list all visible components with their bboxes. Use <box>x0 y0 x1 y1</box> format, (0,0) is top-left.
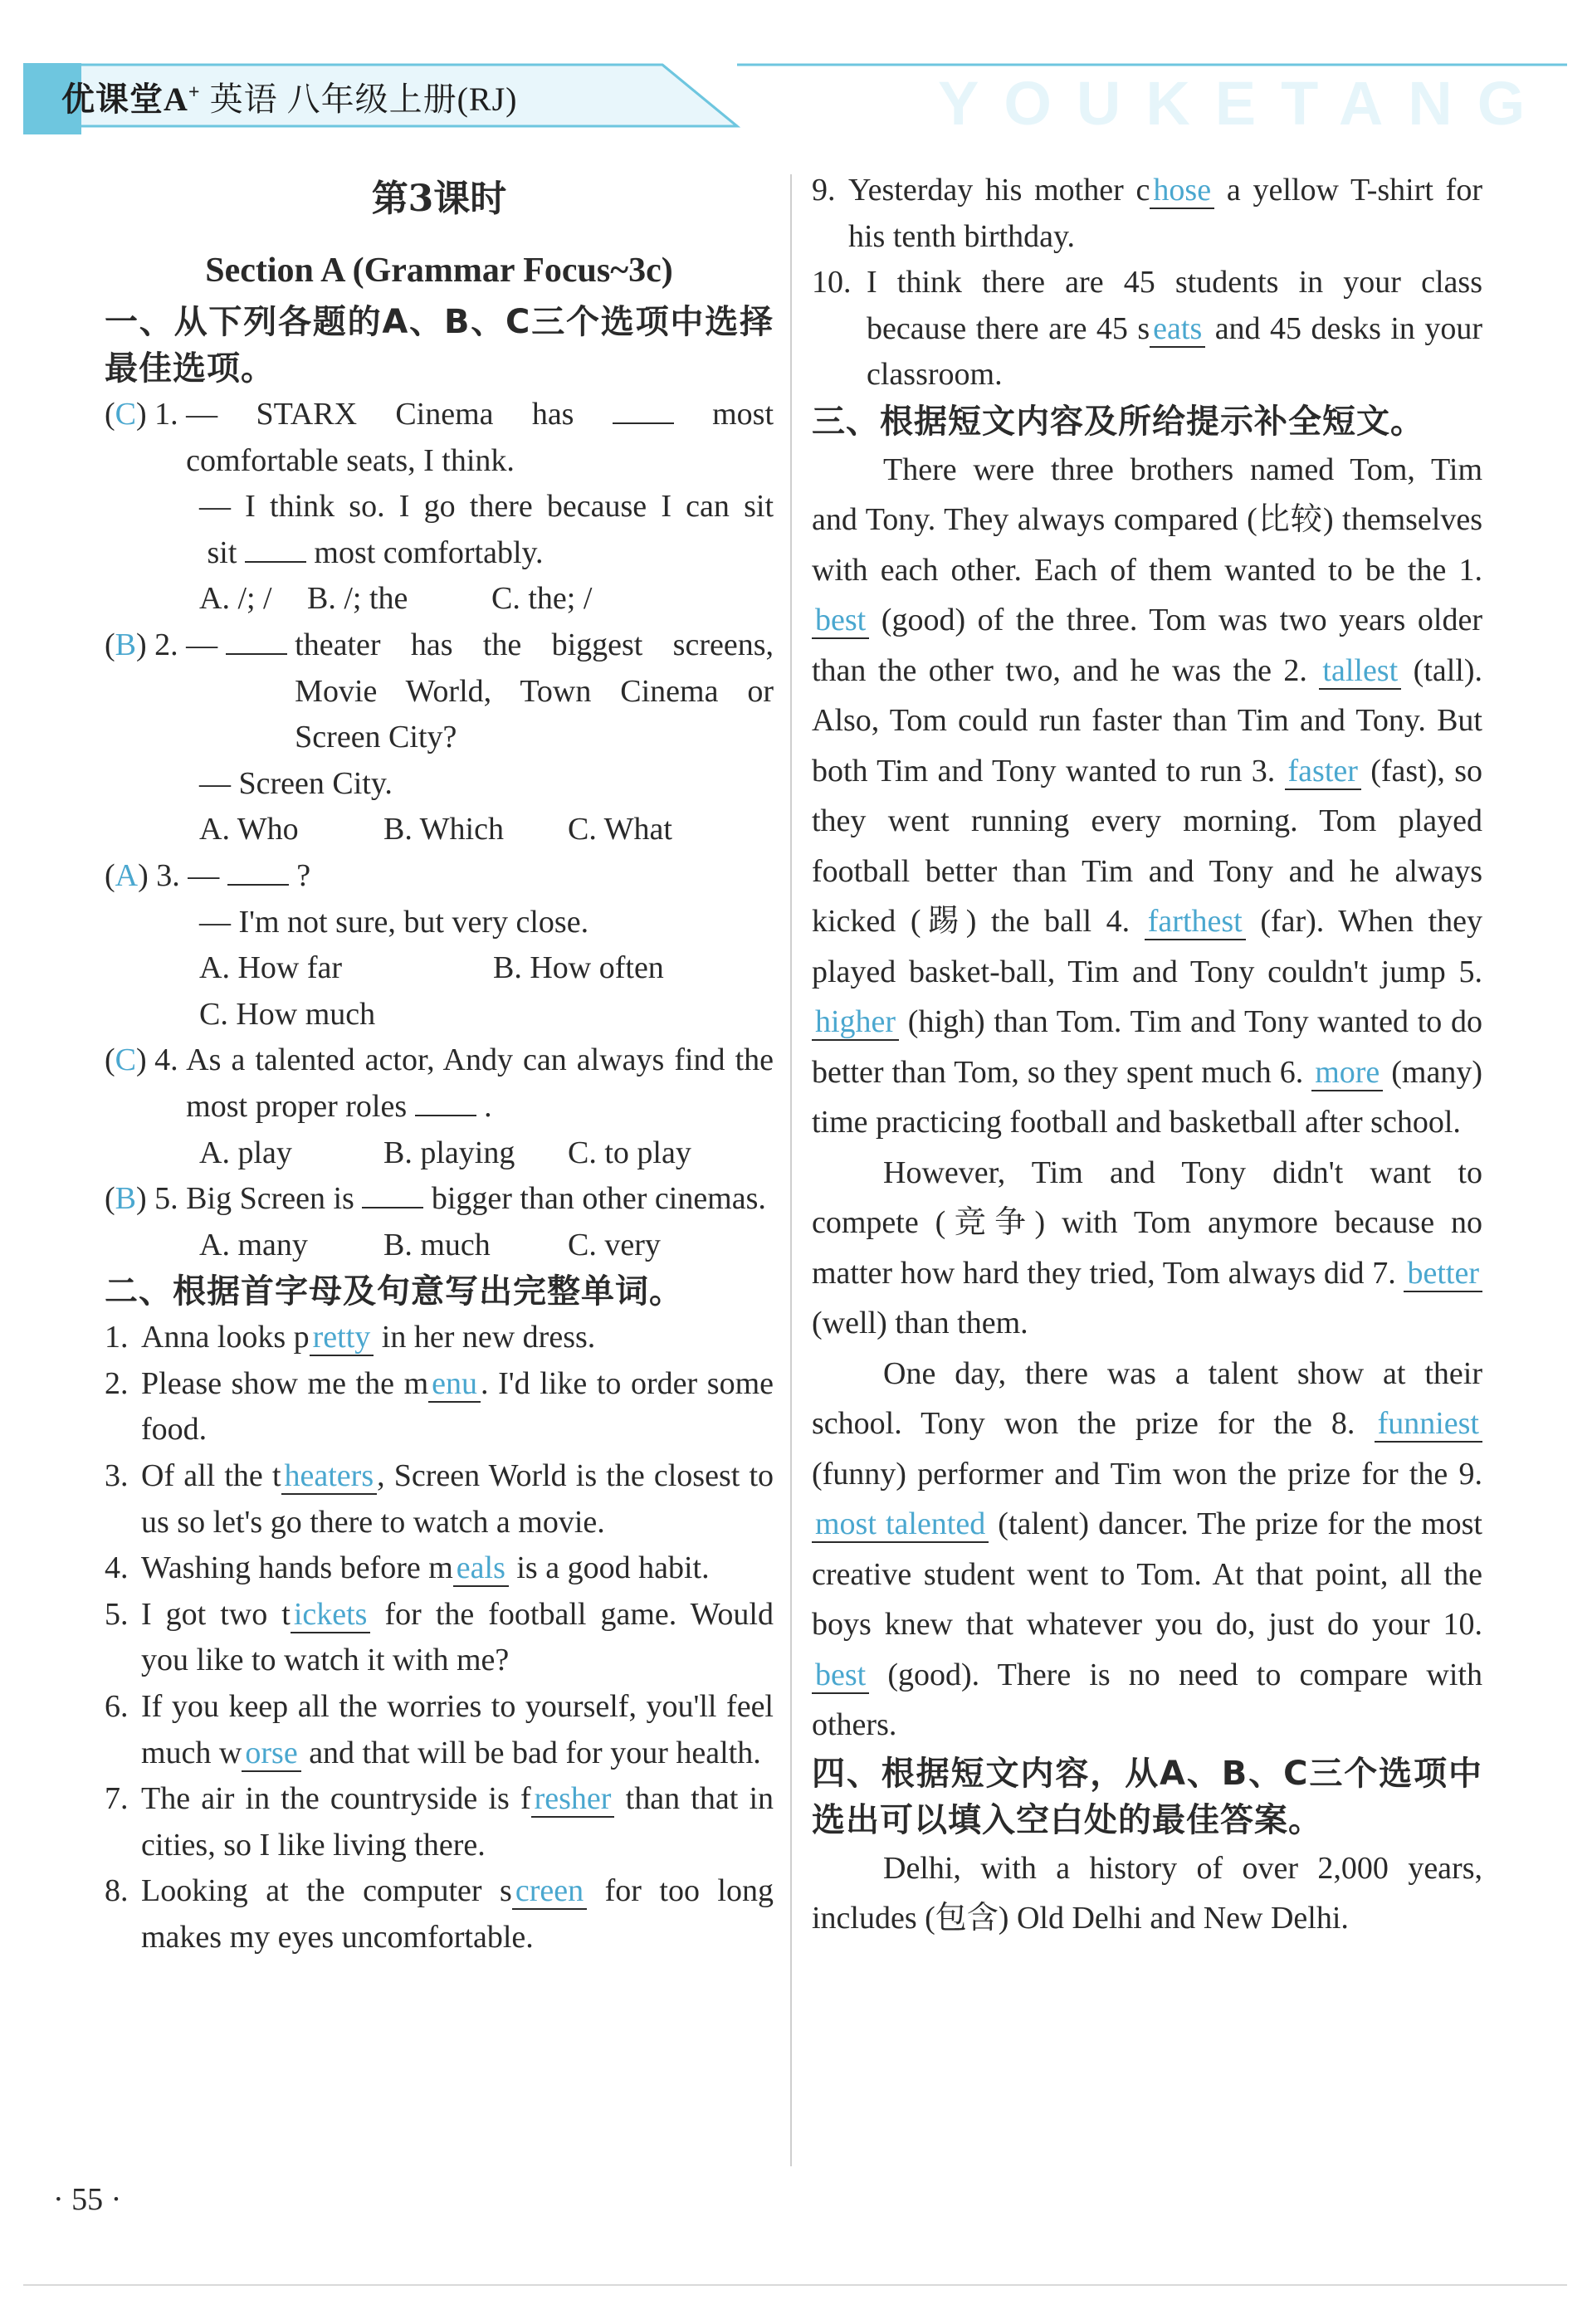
word-answer[interactable]: eats <box>1150 311 1205 348</box>
left-column: 第3课时 Section A (Grammar Focus~3c) 一、从下列各题的A、B、C三个选项中选择最佳选项。 (C) 1. — STARX Cinema has most comfortable seats, I think. — I think so. I go there because I can sit sit most comfortably. A. /; / B. /; the C. the; / (B) 2. — theater has the biggest screens, Movie World, Town Cinema or Screen City? — Screen City. A. Who B. Which C. What (A) 3. — ? — I'm not sure, but very close. A. How far B. How often C. How much (C) 4. As a talented actor, Andy can always find the most proper roles . A. play B. playing C. to play (B) 5. Big Screen is bigger than other cinemas. A. many B. much C. very 二、根据首字母及句意写出完整单词。 1. Anna looks p retty in her new dress. 2. Please show me the m enu . I'd like to order some food. 3. Of all the t heaters , Screen World is the closest to us so let's go there to watch a movie. 4. Washing hands before m eals is a good habit. 5. I got two t ickets for the football game. Would you like to watch it with me? 6. If you keep all the worries to yourself, you'll feel much w orse and that will be bad for your health. 7. The air in the countryside is f resher than that in cities, so I like living there. 8. Looking at the computer s creen for too long makes my eyes uncomfortable. <box>105 174 774 1961</box>
answer-blank[interactable] <box>226 625 287 655</box>
answer-3: A <box>115 857 139 893</box>
word-answer[interactable]: resher <box>531 1781 615 1818</box>
passage-answer-5[interactable]: higher <box>812 1004 899 1041</box>
passage-answer-10[interactable]: best <box>812 1658 869 1694</box>
passage-answer-1[interactable]: best <box>812 603 869 639</box>
word-answer[interactable]: hose <box>1150 173 1214 209</box>
answer-2: B <box>115 627 137 662</box>
answer-blank[interactable] <box>245 533 306 563</box>
brand-sup: + <box>188 81 201 104</box>
word-fill-item: 5. I got two t ickets for the football game. Would you like to watch it with me? <box>105 1596 774 1678</box>
part4-heading: 四、根据短文内容，从A、B、C三个选项中选出可以填入空白处的最佳答案。 <box>812 1754 1482 1839</box>
passage-answer-3[interactable]: faster <box>1285 754 1361 790</box>
word-answer[interactable]: enu <box>428 1366 481 1403</box>
word-answer[interactable]: heaters <box>281 1458 378 1495</box>
word-fill-item: 7. The air in the countryside is f resher than that in cities, so I like living there. <box>105 1781 774 1863</box>
answer-blank[interactable] <box>362 1179 423 1208</box>
options-1: A. /; / B. /; the C. the; / <box>199 581 593 617</box>
options-4: A. play B. playing C. to play <box>199 1135 691 1170</box>
passage-paragraph-3: One day, there was a talent show at their school. Tony won the prize for the 8. funniest (funny) performer and Tim won the prize for the 9. most talented (talent) dancer. The prize for the most creative student went to Tom. At that point, all the boys knew that whatever you do, just do your 10. best (good). There is no need to compare with others. <box>812 1355 1482 1743</box>
passage-answer-4[interactable]: farthest <box>1145 904 1246 940</box>
word-fill-item: 9. Yesterday his mother c hose a yellow T-shirt for his tenth birthday. <box>812 173 1482 254</box>
answer-4: C <box>115 1042 137 1078</box>
word-fill-item: 4. Washing hands before m eals is a good habit. <box>105 1550 710 1586</box>
options-3: A. How far B. How often <box>199 950 664 986</box>
passage-answer-9[interactable]: most talented <box>812 1506 989 1543</box>
word-fill-list-continued <box>812 168 1482 398</box>
column-divider <box>790 174 792 2166</box>
page-bottom-border <box>23 2284 1567 2286</box>
mc-question-4: (C) 4. As a talented actor, Andy can always find the most proper roles . <box>105 1042 774 1124</box>
brand-name: 优课堂 <box>61 81 164 118</box>
word-answer[interactable]: retty <box>310 1320 374 1356</box>
word-fill-item: 3. Of all the t heaters , Screen World is the closest to us so let's go there to watch a movie. <box>105 1458 774 1540</box>
passage-answer-7[interactable]: better <box>1404 1256 1482 1292</box>
word-answer[interactable]: ickets <box>291 1597 371 1633</box>
section-title: Section A (Grammar Focus~3c) <box>205 251 673 290</box>
header-title <box>61 73 517 120</box>
passage-answer-8[interactable]: funniest <box>1375 1406 1482 1443</box>
passage-paragraph-2: However, Tim and Tony didn't want to compete (竞争) with Tom anymore because no matter how hard they tried, Tom always did 7. better (well) than them. <box>812 1155 1482 1341</box>
word-answer[interactable]: eals <box>453 1550 509 1587</box>
passage-answer-2[interactable]: tallest <box>1319 653 1401 690</box>
word-fill-item: 2. Please show me the m enu . I'd like to order some food. <box>105 1365 774 1448</box>
mc-question-5: (B) 5. Big Screen is bigger than other cinemas. <box>105 1176 774 1223</box>
page-number: · 55 · <box>53 2182 122 2217</box>
answer-blank[interactable] <box>227 856 289 886</box>
options-2: A. Who B. Which C. What <box>199 812 672 847</box>
answer-blank[interactable] <box>415 1086 476 1116</box>
word-fill-item: 1. Anna looks p retty in her new dress. <box>105 1320 596 1355</box>
mc-question-2: (B) 2. — theater has the biggest screens, Movie World, Town Cinema or Screen City? <box>105 622 774 761</box>
mc-question-1: (C) 1. — STARX Cinema has most comfortable seats, I think. <box>105 392 774 484</box>
answer-5: B <box>115 1181 137 1217</box>
answer-blank[interactable] <box>613 394 674 424</box>
word-fill-item: 8. Looking at the computer s creen for too long makes my eyes uncomfortable. <box>105 1873 774 1955</box>
brand-mark: A <box>164 81 188 118</box>
part2-heading: 二、根据首字母及句意写出完整单词。 <box>105 1272 683 1311</box>
word-fill-item: 10. I think there are 45 students in your class because there are 45 s eats and 45 desks in your classroom. <box>812 265 1483 393</box>
mc-question-3: (A) 3. — ? <box>105 853 774 900</box>
part1-heading: 一、从下列各题的A、B、C三个选项中选择最佳选项。 <box>105 303 774 388</box>
right-column <box>812 168 1482 1944</box>
word-answer[interactable]: orse <box>242 1736 300 1772</box>
part4-paragraph: Delhi, with a history of over 2,000 years, includes (包含) Old Delhi and New Delhi. <box>812 1850 1482 1936</box>
answer-1: C <box>115 397 137 432</box>
book-subtitle: 英语 八年级上册(RJ) <box>209 81 518 118</box>
lesson-title: 第3课时 <box>371 178 507 220</box>
passage-paragraph-1: There were three brothers named Tom, Tim and Tony. They always compared (比较) themselves with each other. Each of them wanted to be the 1. best (good) of the three. Tom was two years older than the other two, and he was the 2. tallest (tall). Also, Tom could run faster than Tim and Tony. But both Tim and Tony wanted to run 3. faster (fast), so they went running every morning. Tom played football better than Tim and Tony and he always kicked (踢) the ball 4. farthest (far). When they played basket-ball, Tim and Tony couldn't jump 5. higher (high) than Tom. Tim and Tony wanted to do better than Tom, so they spent much 6. more (many) time practicing football and basketball after school. <box>812 452 1483 1140</box>
word-fill-list <box>105 1315 774 1960</box>
word-answer[interactable]: creen <box>512 1873 587 1910</box>
word-fill-item: 6. If you keep all the worries to yourself, you'll feel much w orse and that will be bad for your health. <box>105 1689 774 1770</box>
part3-heading: 三、根据短文内容及所给提示补全短文。 <box>812 402 1424 441</box>
header-watermark: YOUKETANG <box>938 69 1550 138</box>
passage-answer-6[interactable]: more <box>1311 1055 1383 1091</box>
options-5: A. many B. much C. very <box>199 1227 661 1262</box>
